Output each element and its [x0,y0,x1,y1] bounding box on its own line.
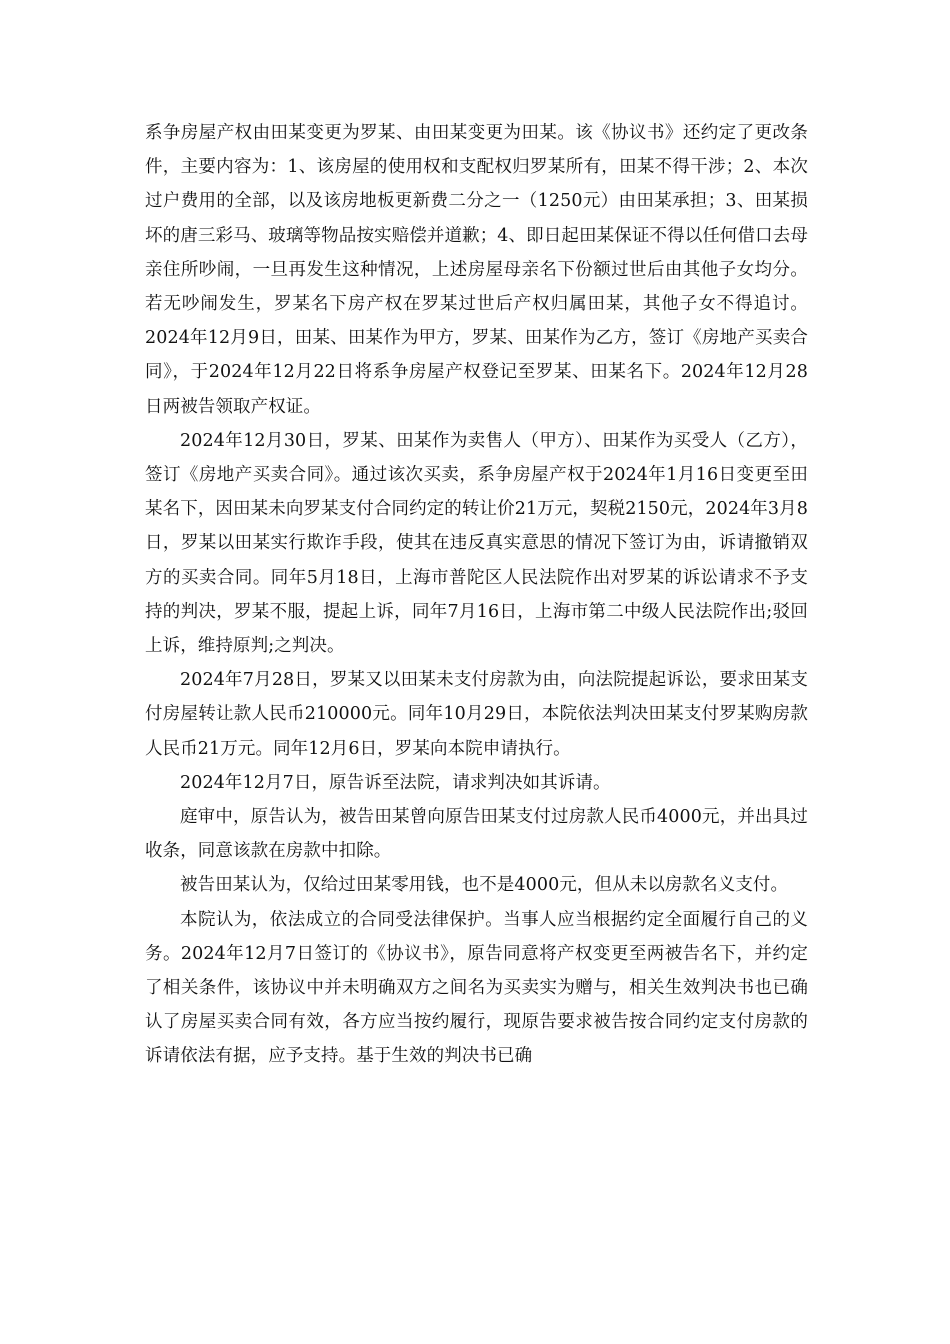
paragraph-4: 2024年12月7日，原告诉至法院，请求判决如其诉请。 [180,772,611,793]
paragraph-3: 2024年7月28日，罗某又以田某未支付房款为由，向法院提起诉讼，要求田某支付房屋转让款人民币210000元。同年10月29日，本院依法判决田某支付罗某购房款人民币21万元。同年12月6日，罗某向本院申请执行。 [145,670,808,759]
paragraph-5: 庭审中，原告认为，被告田某曾向原告田某支付过房款人民币4000元，并出具过收条，同意该款在房款中扣除。 [145,807,808,862]
paragraph-2: 2024年12月30日，罗某、田某作为卖售人（甲方）、田某作为买受人（乙方），签订《房地产买卖合同》。通过该次买卖，系争房屋产权于2024年1月16日变更至田某名下，因田某未向罗某支付合同约定的转让价21万元，契税2150元，2024年3月8日，罗某以田某实行欺诈手段，使其在违反真实意思的情况下签订为由，诉请撤销双方的买卖合同。同年5月18日，上海市普陀区人民法院作出对罗某的诉讼请求不予支持的判决，罗某不服，提起上诉，同年7月16日，上海市第二中级人民法院作出;驳回上诉，维持原判;之判决。 [145,430,808,657]
paragraph-1: 系争房屋产权由田某变更为罗某、由田某变更为田某。该《协议书》还约定了更改条件，主要内容为：1、该房屋的使用权和支配权归罗某所有，田某不得干涉；2、本次过户费用的全部，以及该房地板更新费二分之一（1250元）由田某承担；3、田某损坏的唐三彩马、玻璃等物品按实赔偿并道歉；4、即日起田某保证不得以任何借口去母亲住所吵闹，一旦再发生这种情况，上述房屋母亲名下份额过世后由其他子女均分。若无吵闹发生，罗某名下房产权在罗某过世后产权归属田某，其他子女不得追讨。2024年12月9日，田某、田某作为甲方，罗某、田某作为乙方，签订《房地产买卖合同》，于2024年12月22日将系争房屋产权登记至罗某、田某名下。2024年12月28日两被告领取产权证。 [145,123,808,417]
paragraph-7: 本院认为，依法成立的合同受法律保护。当事人应当根据约定全面履行自己的义务。2024年12月7日签订的《协议书》，原告同意将产权变更至两被告名下，并约定了相关条件，该协议中并未明确双方之间名为买卖实为赠与，相关生效判决书也已确认了房屋买卖合同有效，各方应当按约履行，现原告要求被告按合同约定支付房款的诉请依法有据，应予支持。基于生效的判决书已确 [145,909,808,1067]
document-body [145,116,808,1074]
paragraph-6: 被告田某认为，仅给过田某零用钱，也不是4000元，但从未以房款名义支付。 [180,875,789,896]
